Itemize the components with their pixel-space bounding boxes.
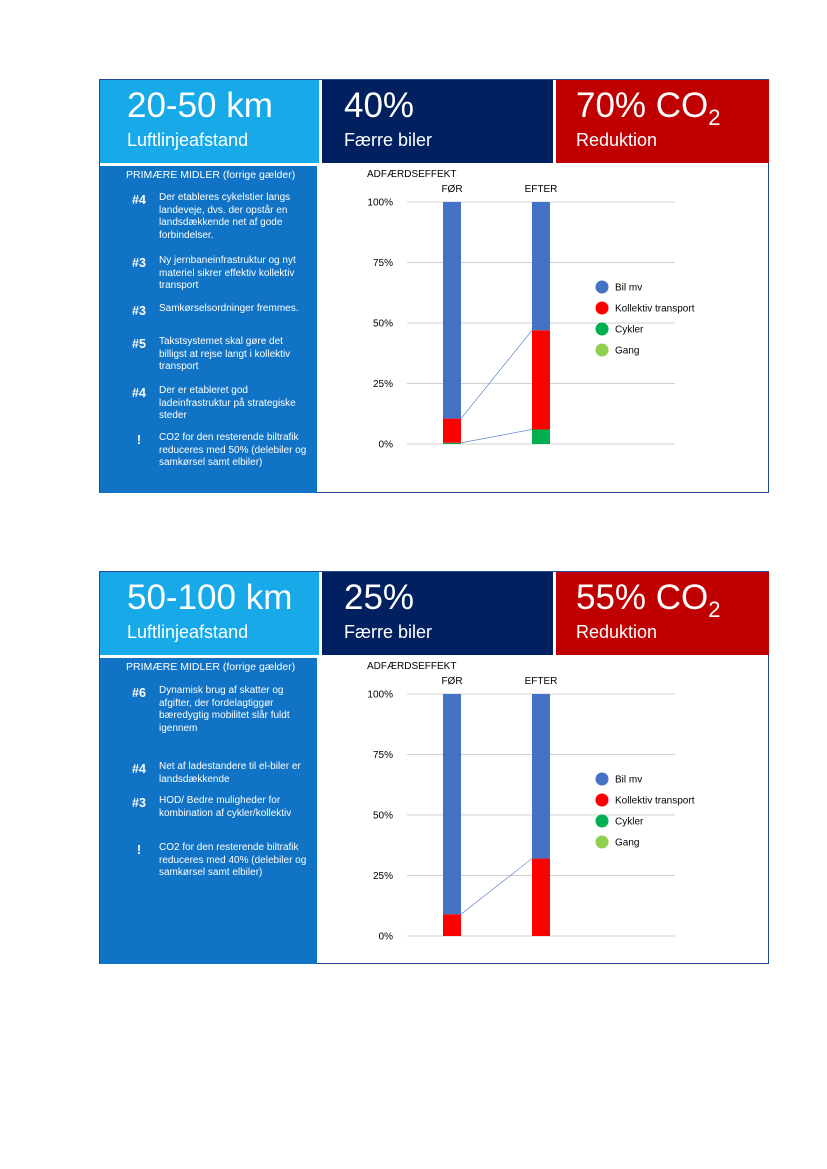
y-tick-label: 0% <box>378 931 393 943</box>
co2-value: 55% $CO_2$ <box>576 578 721 622</box>
measure-number: ! <box>136 433 142 447</box>
chart-svg <box>332 658 768 963</box>
legend-label: Cykler <box>615 324 644 336</box>
bar-segment <box>443 694 461 914</box>
measures-sidebar <box>100 658 317 964</box>
measure-text: Dynamisk brug af skatter og afgifter, der fordelagtiggør bæredygtig mobilitet slår fuldt igennem <box>159 685 290 734</box>
legend-marker <box>596 836 609 849</box>
scenario-panel-1 <box>99 79 769 493</box>
chart-title: ADFÆRDSEFFEKT <box>367 661 457 672</box>
co2-label: Reduktion <box>576 622 658 642</box>
measure-number: #4 <box>132 762 146 776</box>
co2-box <box>556 80 769 163</box>
measure-text: CO2 for den resterende biltrafik reduceres med 50% (delebiler og samkørsel samt elbiler) <box>159 432 307 468</box>
co2-label: Reduktion <box>576 130 658 150</box>
measure-text: HOD/ Bedre muligheder for kombination af cykler/kollektiv <box>159 795 292 819</box>
y-tick-label: 50% <box>372 810 393 822</box>
y-tick-label: 50% <box>372 318 393 330</box>
scenario-panel-2 <box>99 571 769 964</box>
bar-segment <box>532 429 550 444</box>
legend-label: Gang <box>615 837 640 849</box>
bar-segment <box>443 914 461 936</box>
legend-marker <box>596 302 609 315</box>
category-label: EFTER <box>524 676 558 687</box>
distance-box <box>100 572 319 655</box>
bar-segment <box>532 859 550 936</box>
legend-label: Kollektiv transport <box>615 795 695 807</box>
bar-segment <box>443 202 461 419</box>
co2-value: 70% $CO_2$ <box>576 86 721 130</box>
behavior-chart <box>332 166 768 492</box>
legend-label: Bil mv <box>615 774 643 786</box>
measure-number: #3 <box>132 796 146 810</box>
legend-label: Gang <box>615 345 640 357</box>
fewer-cars-value: 25% <box>344 578 415 617</box>
y-tick-label: 25% <box>372 871 393 882</box>
category-label: EFTER <box>524 184 558 195</box>
measure-text: Takstsystemet skal gøre det billigst at rejse langt i kollektiv transport <box>159 336 291 372</box>
series-line <box>461 429 532 442</box>
category-label: FØR <box>441 676 463 687</box>
legend-label: Cykler <box>615 816 644 828</box>
measures-sidebar <box>100 166 317 493</box>
measure-text: Der etableres cykelstier langs landeveje, dvs. der opstår en landsdækkende net af gode forbindelser. <box>159 192 291 241</box>
legend-marker <box>596 794 609 807</box>
bar-segment <box>443 443 461 444</box>
series-line <box>461 859 532 915</box>
fewer-cars-label: Færre biler <box>344 622 433 642</box>
measure-text: Samkørselsordninger fremmes. <box>159 303 299 314</box>
measure-number: ! <box>136 843 142 857</box>
legend-marker <box>596 773 609 786</box>
legend-label: Bil mv <box>615 282 643 294</box>
measures-title: PRIMÆRE MIDLER (forrige gælder) <box>126 169 296 181</box>
measure-number: #4 <box>132 386 146 400</box>
legend-marker <box>596 344 609 357</box>
y-tick-label: 75% <box>372 258 393 269</box>
fewer-cars-box <box>322 80 553 163</box>
bar-segment <box>443 419 461 443</box>
fewer-cars-label: Færre biler <box>344 130 433 150</box>
fewer-cars-value: 40% <box>344 86 415 125</box>
legend-marker <box>596 815 609 828</box>
y-tick-label: 75% <box>372 750 393 761</box>
legend-label: Kollektiv transport <box>615 303 695 315</box>
measure-number: #3 <box>132 304 146 318</box>
measure-text: Ny jernbaneinfrastruktur og nyt materiel sikrer effektiv kollektiv transport <box>159 255 296 291</box>
distance-label: Luftlinjeafstand <box>127 130 249 150</box>
measure-text: Net af ladestandere til el-biler er landsdækkende <box>159 761 301 785</box>
bar-segment <box>532 694 550 859</box>
bar-segment <box>532 202 550 330</box>
measure-number: #4 <box>132 193 146 207</box>
distance-label: Luftlinjeafstand <box>127 622 249 642</box>
measure-number: #6 <box>132 686 146 700</box>
fewer-cars-box <box>322 572 553 655</box>
category-label: FØR <box>441 184 463 195</box>
measure-text: Der er etableret god ladeinfrastruktur på strategiske steder <box>159 385 296 421</box>
legend-marker <box>596 281 609 294</box>
measure-number: #5 <box>132 337 146 351</box>
y-tick-label: 100% <box>367 689 393 701</box>
bar-segment <box>532 330 550 429</box>
co2-box <box>556 572 769 655</box>
behavior-chart <box>332 658 768 963</box>
legend-marker <box>596 323 609 336</box>
chart-title: ADFÆRDSEFFEKT <box>367 169 457 180</box>
y-tick-label: 25% <box>372 379 393 390</box>
measure-text: CO2 for den resterende biltrafik reduceres med 40% (delebiler og samkørsel samt elbiler) <box>159 842 307 878</box>
series-line <box>461 330 532 418</box>
measure-number: #3 <box>132 256 146 270</box>
distance-value: 20-50 km <box>127 86 273 125</box>
measures-title: PRIMÆRE MIDLER (forrige gælder) <box>126 661 296 673</box>
distance-box <box>100 80 319 163</box>
y-tick-label: 0% <box>378 439 393 451</box>
chart-svg <box>332 166 768 492</box>
y-tick-label: 100% <box>367 197 393 209</box>
distance-value: 50-100 km <box>127 578 293 617</box>
